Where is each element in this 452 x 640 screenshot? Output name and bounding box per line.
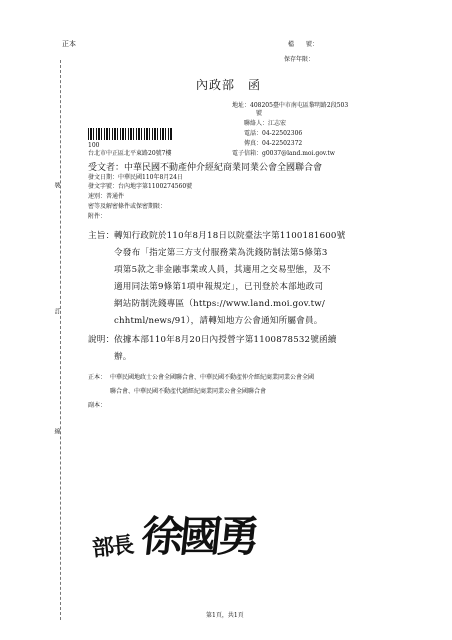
explanation-label: 說明： [88,335,115,345]
subject-line-4: 適用同法第9條第1項申報規定」，已刊登於本部地政司 [114,282,324,292]
contact-email: 電子信箱：g0037@land.moi.gov.tw [232,150,335,157]
barcode [88,128,172,140]
retention-label: 保存年限： [284,56,315,63]
subject-line-3: 項第5款之非金融事業或人員，其適用之交易型態，及不 [114,265,331,275]
issue-date: 發文日期：中華民國110年8月24日 [88,174,183,181]
explanation-line-2: 辦。 [114,352,132,362]
copy-type-label: 正本 [62,40,76,48]
distribution-main-label: 正本： [88,374,107,381]
classification: 密等及解密條件或保密期限： [88,203,167,210]
subject-line-2: 令發布「指定第三方支付服務業為洗錢防制法第5條第3 [114,248,328,258]
explanation-line-1: 依據本部110年8月20日內授營字第1100878532號函續 [114,335,337,345]
contact-phone: 電話：04-22502306 [244,130,303,137]
attachment: 附件： [88,213,107,220]
margin-mark-line: 線 [53,428,60,434]
agency-address-cont: 號 [256,110,263,117]
minister-signature [92,496,302,586]
contact-fax: 傳真：04-22502372 [244,140,303,147]
signature-title: 部長 [90,531,134,563]
distribution-main-line-2: 聯合會、中華民國不動產代銷經紀商業同業公會全國聯合會 [110,388,267,395]
agency-address: 地址：408205臺中市南屯區黎明路2段503 [232,102,349,109]
distribution-copy-label: 副本： [88,402,107,409]
recipient-address: 台北市中正區北平東路20號7樓 [88,150,172,157]
binding-margin-line [60,60,61,620]
subject-line-5: 網站防制洗錢專區（https://www.land.moi.gov.tw/ [114,299,325,309]
subject-line-1: 轉知行政院於110年8月18日以院臺法字第1100181600號 [114,231,346,241]
delivery-speed: 速別：普通件 [88,193,125,200]
page-number: 第1頁，共1頁 [206,612,244,619]
subject-label: 主旨： [88,231,115,241]
margin-mark-staple: 訂 [53,308,60,314]
signature-name: 徐國勇 [139,512,259,561]
file-number-label: 檔 號： [288,41,319,48]
subject-line-6: chhtml/news/91），請轉知地方公會通知所屬會員。 [114,316,323,326]
margin-mark-bind: 裝 [53,182,60,188]
postal-code: 100 [88,142,100,149]
document-title: 內政部 函 [196,78,262,92]
contact-person: 聯絡人：江志宏 [244,120,287,127]
recipient: 受文者：中華民國不動產仲介經紀商業同業公會全國聯合會 [88,163,323,173]
distribution-main-line-1: 中華民國地政士公會全國聯合會、中華民國不動產仲介經紀商業同業公會全國 [110,374,315,381]
issue-number: 發文字號：台內地字第1100274560號 [88,183,193,190]
